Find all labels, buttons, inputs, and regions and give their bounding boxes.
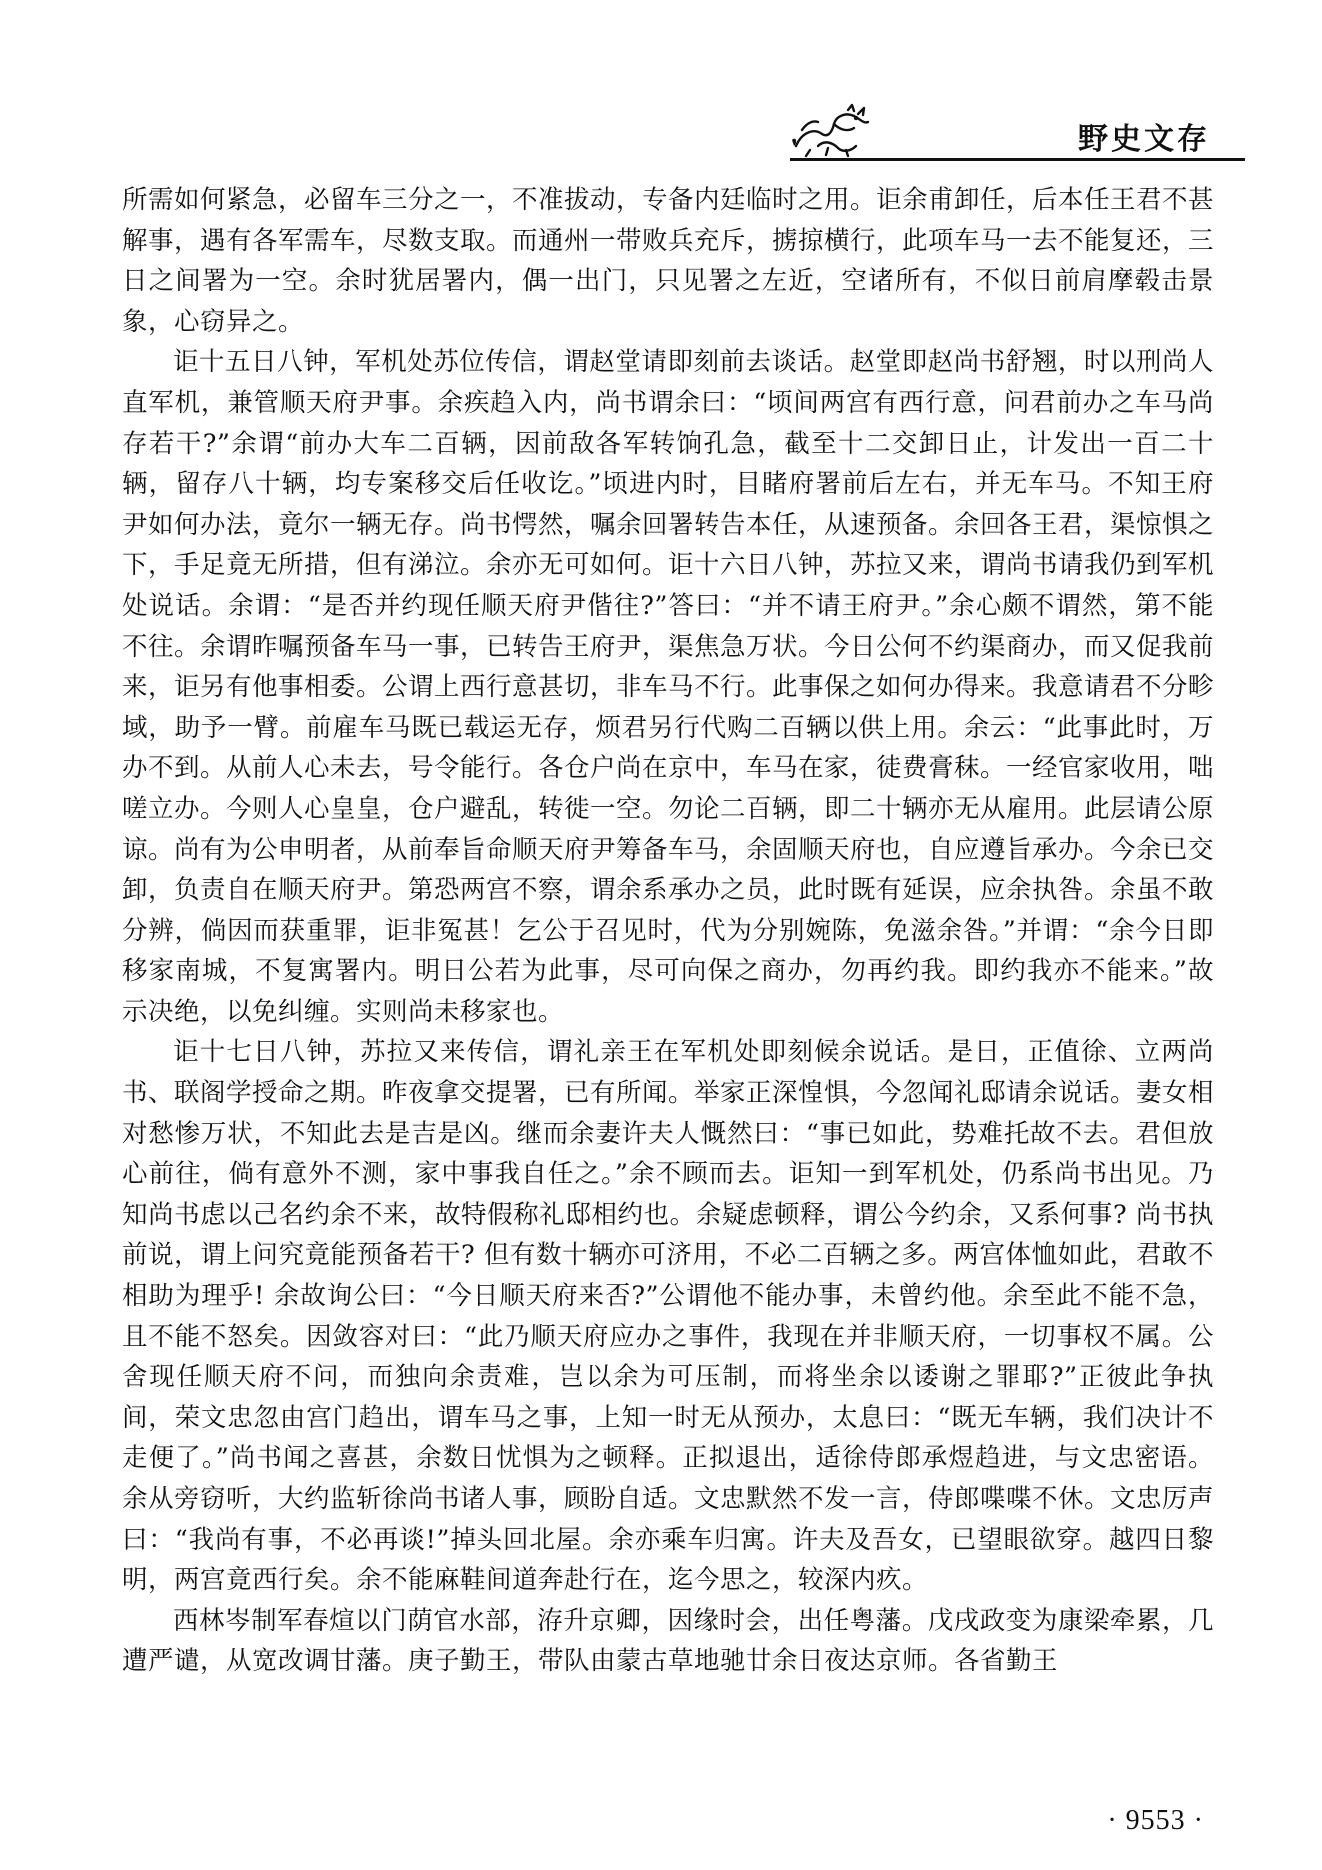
page-header xyxy=(0,0,1322,170)
paragraph-4: 西林岑制军春煊以门荫官水部，洊升京卿，因缘时会，出任粤藩。戊戌政变为康梁牵累，几遭严谴，从宽改调甘藩。庚子勤王，带队由蒙古草地驰廿余日夜达京师。各省勤王 xyxy=(122,1605,1214,1677)
series-title: 野史文存 xyxy=(1078,122,1210,157)
header-rule xyxy=(790,158,1245,161)
body-text xyxy=(122,180,1214,1682)
paragraph-1: 所需如何紧急，必留车三分之一，不准拔动，专备内廷临时之用。讵余甫卸任，后本任王君不甚解事，遇有各军需车，尽数支取。而通州一带败兵充斥，掳掠横行，此项车马一去不能复还，三日之间署为一空。余时犹居署内，偶一出门，只见署之左近，空诸所有，不似日前肩摩毂击景象，心窃异之。 xyxy=(122,185,1215,337)
dragon-emblem-icon xyxy=(788,102,874,158)
paragraph-2: 讵十五日八钟，军机处苏位传信，谓赵堂请即刻前去谈话。赵堂即赵尚书舒翘，时以刑尚人直军机，兼管顺天府尹事。余疾趋入内，尚书谓余曰：“顷间两宫有西行意，问君前办之车马尚存若干?”余谓“前办大车二百辆，因前敌各军转饷孔急，截至十二交卸日止，计发出一百二十辆，留存八十辆，均专案移交后任收讫。”顷进内时，目睹府署前后左右，并无车马。不知王府尹如何办法，竟尔一辆无存。尚书愕然，嘱余回署转告本任，从速预备。余回各王君，渠惊惧之下，手足竟无所措，但有涕泣。余亦无可如何。讵十六日八钟，苏拉又来，谓尚书请我仍到军机处说话。余谓：“是否并约现任顺天府尹偕往?”答曰：“并不请王府尹。”余心颇不谓然，第不能不往。余谓昨嘱预备车马一事，已转告王府尹，渠焦急万状。今日公何不约渠商办，而又促我前来，讵另有他事相委。公谓上西行意甚切，非车马不行。此事保之如何办得来。我意请君不分畛域，助予一臂。前雇车马既已载运无存，烦君另行代购二百辆以供上用。余云：“此事此时，万办不到。从前人心未去，号令能行。各仓户尚在京中，车马在家，徒费膏秣。一经官家收用，咄嗟立办。今则人心皇皇，仓户避乱，转徙一空。勿论二百辆，即二十辆亦无从雇用。此层请公原谅。尚有为公申明者，从前奉旨命顺天府尹筹备车马，余固顺天府也，自应遵旨承办。今余已交卸，负责自在顺天府尹。第恐两宫不察，谓余系承办之员，此时既有延误，应余执咎。余虽不敢分辨，倘因而获重罪，讵非冤甚！乞公于召见时，代为分别婉陈，免滋余咎。”并谓：“余今日即移家南城，不复寓署内。明日公若为此事，尽可向保之商办，勿再约我。即约我亦不能来。”故示决绝，以免纠缠。实则尚未移家也。 xyxy=(122,347,1215,1027)
paragraph-3: 讵十七日八钟，苏拉又来传信，谓礼亲王在军机处即刻候余说话。是日，正值徐、立两尚书、联阁学授命之期。昨夜拿交提署，已有所闻。举家正深惶惧，今忽闻礼邸请余说话。妻女相对愁惨万状，不知此去是吉是凶。继而余妻许夫人慨然曰：“事已如此，势难托故不去。君但放心前往，倘有意外不测，家中事我自任之。”余不顾而去。讵知一到军机处，仍系尚书出见。乃知尚书虑以己名约余不来，故特假称礼邸相约也。余疑虑顿释，谓公今约余，又系何事? 尚书执前说，谓上问究竟能预备若干? 但有数十辆亦可济用，不必二百辆之多。两宫体恤如此，君敢不相助为理乎! 余故询公曰：“今日顺天府来否?”公谓他不能办事，未曾约他。余至此不能不急，且不能不怒矣。因敛容对曰：“此乃顺天府应办之事件，我现在并非顺天府，一切事权不属。公舍现任顺天府不问，而独向余责难，岂以余为可压制，而将坐余以诿谢之罪耶?”正彼此争执间，荣文忠忽由宫门趋出，谓车马之事，上知一时无从预办，太息曰：“既无车辆，我们决计不走便了。”尚书闻之喜甚，余数日忧惧为之顿释。正拟退出，适徐侍郎承煜趋进，与文忠密语。余从旁窃听，大约监斩徐尚书诸人事，顾盼自适。文忠默然不发一言，侍郎喋喋不休。文忠厉声曰：“我尚有事，不必再谈!”掉头回北屋。余亦乘车归寓。许夫及吾女，已望眼欲穿。越四日黎明，两宫竟西行矣。余不能麻鞋间道奔赴行在，迄今思之，较深内疚。 xyxy=(122,1037,1215,1596)
page-number: · 9553 · xyxy=(1107,1805,1204,1836)
